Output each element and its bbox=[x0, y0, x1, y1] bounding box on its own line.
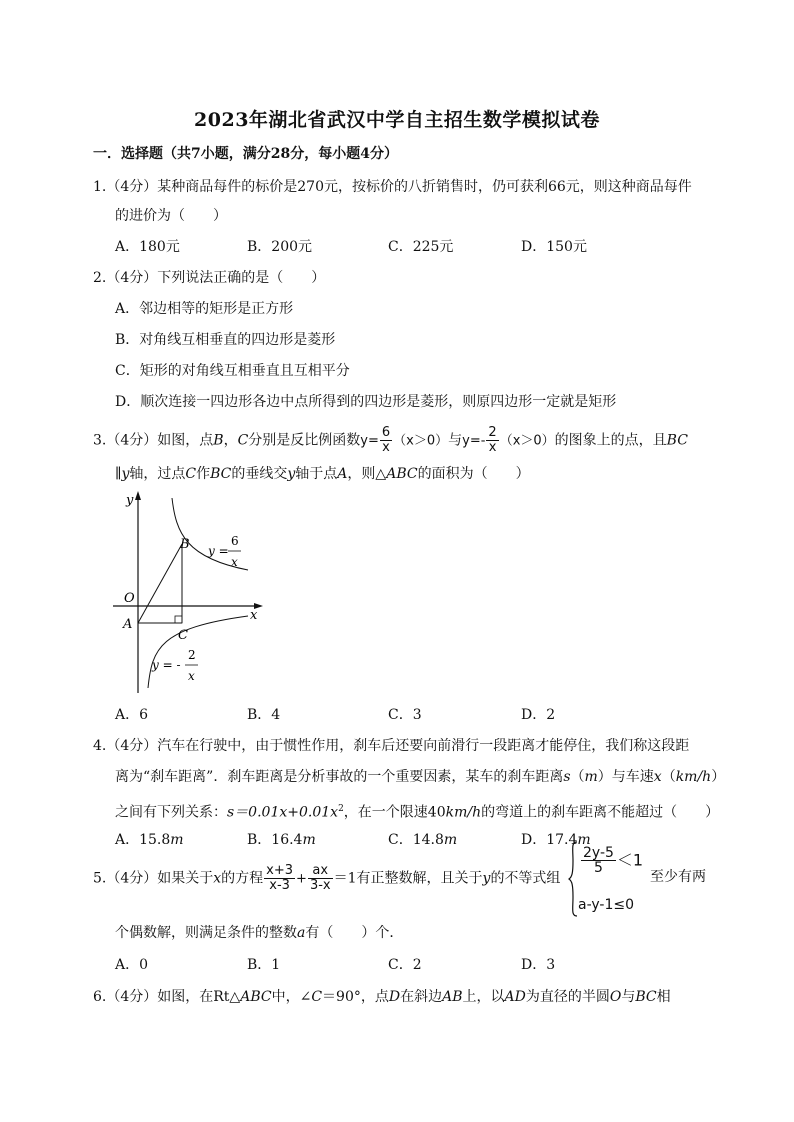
q5-var-x: x bbox=[213, 870, 222, 887]
q3-func2-fraction bbox=[486, 426, 498, 455]
q5-stem-tail: 至少有两 bbox=[650, 869, 706, 885]
q4-option-c[interactable] bbox=[388, 831, 457, 849]
q4-option-b[interactable] bbox=[247, 831, 316, 849]
fraction-numerator: 2 bbox=[488, 425, 497, 440]
fraction-numerator: ax bbox=[308, 864, 333, 879]
graph-func1-lhs: y = bbox=[208, 544, 229, 558]
q5-plus: + bbox=[296, 871, 307, 887]
q4-text: 的弯道上的刹车距离不能超过（ ） bbox=[481, 804, 720, 821]
q5-fraction-2 bbox=[308, 864, 333, 893]
q6-var-o: O bbox=[609, 989, 622, 1005]
right-angle-mark bbox=[175, 616, 182, 623]
q5-text: 有（ ）个． bbox=[305, 925, 404, 941]
q6-text: 在斜边 bbox=[400, 989, 443, 1005]
question-6-stem bbox=[93, 988, 671, 1006]
q5-option-d[interactable]: D．3 bbox=[521, 957, 556, 973]
fraction-denominator: 3-x bbox=[309, 878, 331, 893]
q1-option-d[interactable]: D．150元 bbox=[521, 239, 587, 255]
fraction-numerator: 6 bbox=[381, 425, 391, 440]
q4-option-a[interactable] bbox=[115, 831, 184, 849]
q6-var-d: D bbox=[388, 989, 401, 1005]
q6-text: 相 bbox=[656, 989, 671, 1005]
q3-text: ∥ bbox=[115, 466, 122, 482]
question-3-stem bbox=[93, 426, 688, 455]
q3-var-abc: ABC bbox=[386, 466, 418, 482]
option-unit: m bbox=[302, 832, 316, 848]
graph-func2-denominator: x bbox=[188, 669, 195, 683]
q6-text: 与 bbox=[621, 989, 636, 1005]
graph-label-o: O bbox=[124, 591, 135, 606]
q4-unit-m: m bbox=[584, 769, 598, 785]
q3-text: 的面积为（ ） bbox=[417, 466, 530, 482]
page-title: 2023年湖北省武汉中学自主招生数学模拟试卷 bbox=[194, 109, 600, 131]
q4-text: 离为“刹车距离”．刹车距离是分析事故的一个重要因素，某车的刹车距离 bbox=[115, 769, 564, 785]
q6-var-c: C bbox=[311, 989, 323, 1005]
q3-var-y: y bbox=[121, 466, 130, 482]
graph-label-y: y bbox=[126, 493, 134, 508]
q3-var-bc: BC bbox=[666, 432, 688, 449]
q3-func1-condition: （x＞0） bbox=[393, 433, 449, 449]
q1-option-b[interactable]: B．200元 bbox=[247, 239, 313, 255]
question-4-stem-cont2 bbox=[115, 800, 719, 822]
graph-label-b: B bbox=[180, 537, 190, 552]
question-5-stem bbox=[93, 864, 560, 893]
q3-func1-lhs: y= bbox=[360, 433, 379, 449]
option-text: D．17.4 bbox=[521, 832, 578, 848]
fraction-denominator: x bbox=[488, 440, 497, 455]
q3-graph bbox=[108, 488, 268, 698]
q3-var-y: y bbox=[287, 466, 296, 482]
q3-text: 轴，过点 bbox=[129, 466, 186, 482]
fraction-denominator: x-3 bbox=[269, 878, 290, 893]
q6-text: 上，以 bbox=[462, 989, 505, 1005]
q6-var-bc: BC bbox=[635, 989, 657, 1005]
question-1-stem: 1.（4分）某种商品每件的标价是270元，按标价的八折销售时，仍可获利66元，则这种商品每件 bbox=[93, 179, 692, 195]
q1-option-c[interactable]: C．225元 bbox=[388, 239, 454, 255]
q6-var-ad: AD bbox=[504, 989, 526, 1005]
option-unit: m bbox=[170, 832, 184, 848]
fraction-denominator: x bbox=[382, 440, 390, 455]
q4-text: ，在一个限速40 bbox=[343, 804, 446, 821]
graph-func1-denominator: x bbox=[231, 555, 238, 569]
question-2-stem: 2.（4分）下列说法正确的是（ ） bbox=[93, 270, 326, 286]
q3-var-bc: BC bbox=[210, 466, 232, 482]
q3-func1-fraction bbox=[380, 426, 392, 455]
q2-option-d[interactable]: D．顺次连接一四边形各边中点所得到的四边形是菱形，则原四边形一定就是矩形 bbox=[115, 394, 617, 410]
q3-func2-condition: （x＞0） bbox=[499, 433, 555, 449]
fraction-numerator: x+3 bbox=[266, 863, 294, 878]
q3-option-d[interactable]: D．2 bbox=[521, 707, 556, 723]
q6-text: 中，∠ bbox=[271, 989, 312, 1005]
q5-text: 5.（4分）如果关于 bbox=[93, 870, 214, 887]
q6-text: 6.（4分）如图，在Rt△ bbox=[93, 989, 241, 1005]
q3-text: ，则△ bbox=[347, 466, 387, 482]
q5-system-fraction bbox=[581, 846, 616, 875]
q3-text: 分别是反比例函数 bbox=[248, 432, 361, 449]
question-4-stem-cont bbox=[115, 768, 725, 786]
q3-var-c: C bbox=[237, 432, 249, 449]
q4-var-s: s bbox=[563, 769, 571, 785]
q4-unit-kmh: km/h bbox=[445, 804, 482, 821]
q3-option-a[interactable]: A．6 bbox=[115, 707, 149, 723]
q5-text: 的方程 bbox=[221, 870, 264, 887]
q3-var-c: C bbox=[185, 466, 197, 482]
question-1-stem-cont: 的进价为（ ） bbox=[115, 208, 227, 224]
q3-text: 的图象上的点，且 bbox=[554, 432, 667, 449]
q4-text: ）与车速 bbox=[597, 769, 654, 785]
option-unit: m bbox=[577, 832, 591, 848]
option-text: B．16.4 bbox=[247, 832, 303, 848]
q5-fraction-1 bbox=[264, 864, 295, 893]
y-axis-arrow bbox=[135, 491, 141, 500]
q3-func2-lhs: y=- bbox=[462, 433, 486, 449]
q5-var-y: y bbox=[482, 870, 491, 887]
curve-y-neg2-over-x bbox=[148, 616, 248, 688]
q3-text: 与 bbox=[448, 432, 463, 449]
option-text: A．15.8 bbox=[115, 832, 171, 848]
question-4-stem: 4.（4分）汽车在行驶中，由于惯性作用，刹车后还要向前滑行一段距离才能停住，我们称这段距 bbox=[93, 738, 690, 754]
q3-text: 的垂线交 bbox=[231, 466, 288, 482]
q1-option-a[interactable]: A．180元 bbox=[115, 239, 180, 255]
q3-var-b: B bbox=[213, 432, 224, 449]
q2-option-b[interactable]: B．对角线互相垂直的四边形是菱形 bbox=[115, 332, 336, 348]
graph-func1-numerator: 6 bbox=[231, 534, 239, 548]
q3-var-a: A bbox=[337, 466, 348, 482]
question-3-stem-cont bbox=[115, 465, 530, 483]
graph-label-x: x bbox=[250, 608, 258, 623]
q4-var-x: x bbox=[653, 769, 662, 785]
q5-option-a[interactable]: A．0 bbox=[115, 957, 149, 973]
q6-var-ab: AB bbox=[442, 989, 463, 1005]
option-unit: m bbox=[443, 832, 458, 848]
q2-option-c[interactable]: C．矩形的对角线互相垂直且互相平分 bbox=[115, 363, 350, 379]
q4-exponent: 2 bbox=[338, 804, 344, 814]
q5-system-line-2: a-y-1≤0 bbox=[578, 897, 635, 913]
q3-text: 作 bbox=[196, 466, 211, 482]
q4-formula: s＝0.01x+0.01x bbox=[227, 804, 339, 821]
q4-text: （ bbox=[570, 769, 585, 785]
q2-option-a[interactable]: A．邻边相等的矩形是正方形 bbox=[115, 301, 294, 317]
fraction-numerator: 2y-5 bbox=[583, 845, 614, 861]
graph-func2-lhs: y = - bbox=[152, 658, 181, 672]
question-5-stem-cont bbox=[115, 924, 403, 942]
q3-text: ， bbox=[223, 432, 238, 449]
q4-unit-kmh: km/h bbox=[675, 769, 712, 785]
q4-text: （ bbox=[661, 769, 676, 785]
q4-text: ） bbox=[711, 769, 726, 785]
q6-text: 为直径的半圆 bbox=[525, 989, 610, 1005]
section-heading: 一．选择题（共7小题，满分28分，每小题4分） bbox=[93, 146, 398, 162]
q3-text: 轴于点 bbox=[295, 466, 338, 482]
segment-ab bbox=[138, 544, 182, 623]
q5-option-c[interactable]: C．2 bbox=[388, 957, 422, 973]
graph-func2-numerator: 2 bbox=[188, 648, 196, 662]
option-text: C．14.8 bbox=[388, 832, 444, 848]
q5-system-line-1 bbox=[580, 846, 643, 875]
q5-text: 的不等式组 bbox=[490, 870, 561, 887]
q5-system-relation: ＜1 bbox=[616, 850, 644, 870]
q6-text: ＝90°，点 bbox=[322, 989, 389, 1005]
q3-option-c[interactable]: C．3 bbox=[388, 707, 422, 723]
q5-text: 个偶数解，则满足条件的整数 bbox=[115, 925, 297, 941]
graph-label-a: A bbox=[123, 617, 133, 632]
q5-option-b[interactable]: B．1 bbox=[247, 957, 281, 973]
q3-text: 3.（4分）如图，点 bbox=[93, 432, 214, 449]
q4-text: 之间有下列关系： bbox=[115, 804, 227, 821]
q5-var-a: a bbox=[297, 925, 306, 941]
q3-option-b[interactable]: B．4 bbox=[247, 707, 281, 723]
q5-text: ＝1有正整数解，且关于 bbox=[333, 870, 483, 887]
fraction-denominator: 5 bbox=[593, 860, 603, 876]
q6-var-abc: ABC bbox=[240, 989, 272, 1005]
graph-label-c: C bbox=[178, 628, 188, 643]
q5-system-brace bbox=[568, 841, 578, 917]
